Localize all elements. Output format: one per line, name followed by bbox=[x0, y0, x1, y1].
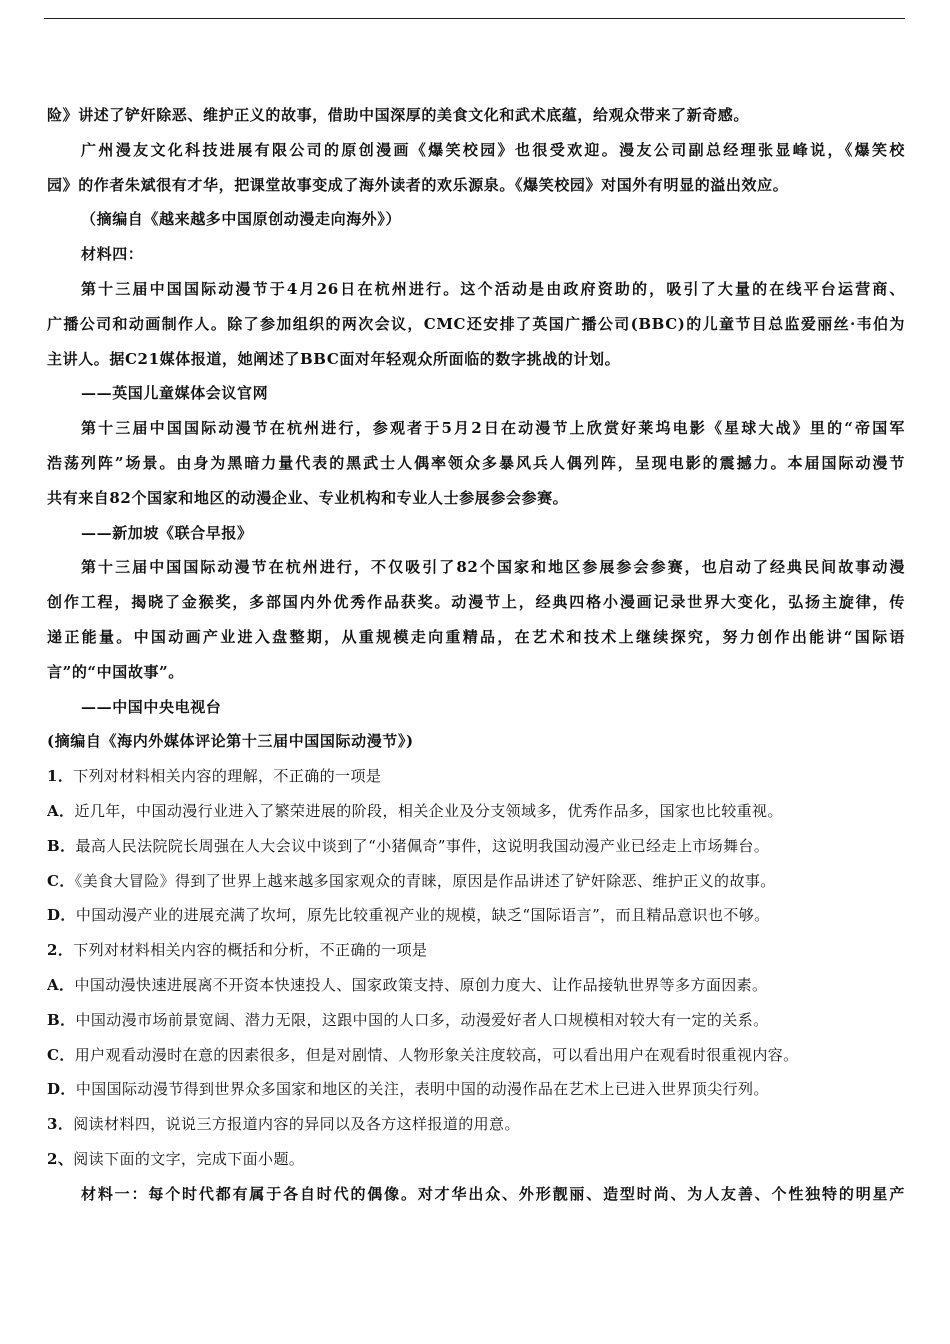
question-text: 下列对材料相关内容的理解，不正确的一项是 bbox=[73, 767, 382, 786]
option-letter: C． bbox=[47, 1045, 75, 1064]
passage-line: 险》讲述了铲奸除恶、维护正义的故事，借助中国深厚的美食文化和武术底蕴，给观众带来了新奇感。 bbox=[47, 106, 750, 124]
question-list bbox=[47, 759, 905, 1177]
question-text: 阅读材料四，说说三方报道内容的异同以及各方这样报道的用意。 bbox=[73, 1115, 520, 1134]
passage-line: 共有来自82个国家和地区的动漫企业、专业机构和专业人士参展参会参赛。 bbox=[47, 488, 569, 507]
option-letter: D． bbox=[47, 1080, 76, 1099]
question-stem bbox=[47, 1107, 905, 1142]
material-heading: 材料四： bbox=[81, 245, 144, 264]
passage-line: 材料一：每个时代都有属于各自时代的偶像。对才华出众、外形靓丽、造型时尚、为人友善、个性独特的明星产 bbox=[81, 1184, 905, 1203]
passage-line: 递正能量。中国动画产业进入盘整期，从重规模走向重精品，在艺术和技术上继续探究，努力创作出能讲“国际语 bbox=[47, 627, 905, 646]
option-text: 中国动漫快速进展离不开资本快速投人、国家政策支持、原创力度大、让作品接轨世界等多方面因素。 bbox=[74, 975, 768, 994]
answer-option bbox=[47, 864, 905, 899]
answer-option bbox=[47, 968, 905, 1003]
question-number: 3． bbox=[47, 1115, 74, 1134]
option-text: 中国国际动漫节得到世界众多国家和地区的关注，表明中国的动漫作品在艺术上已进入世界顶尖行列。 bbox=[75, 1080, 769, 1099]
passage-line: 园》的作者朱斌很有才华，把课堂故事变成了海外读者的欢乐源泉。《爆笑校园》对国外有明显的溢出效应。 bbox=[47, 175, 789, 194]
option-letter: C． bbox=[47, 871, 75, 890]
passage-line: 第十三届中国国际动漫节在杭州进行，不仅吸引了82个国家和地区参展参会参赛，也启动了经典民间故事动漫 bbox=[81, 558, 905, 577]
source-attribution: ——英国儿童媒体会议官网 bbox=[81, 384, 269, 403]
option-letter: A． bbox=[47, 801, 75, 820]
passage-line: 主讲人。据C21媒体报道，她阐述了BBC面对年轻观众所面临的数字挑战的计划。 bbox=[47, 349, 621, 368]
option-letter: A． bbox=[47, 975, 75, 994]
passage-line: 浩荡列阵”场景。由身为黑暗力量代表的黑武士人偶率领众多暴风兵人偶列阵，呈现电影的震撼力。本届国际动漫节 bbox=[47, 453, 905, 472]
passage-line: 第十三届中国国际动漫节在杭州进行，参观者于5月2日在动漫节上欣赏好莱坞电影《星球大战》里的“帝国军 bbox=[81, 419, 905, 438]
answer-option bbox=[47, 1038, 905, 1073]
passage-line: 创作工程，揭晓了金猴奖，多部国内外优秀作品获奖。动漫节上，经典四格小漫画记录世界大变化，弘扬主旋律，传 bbox=[47, 593, 905, 612]
option-text: 中国动漫产业的进展充满了坎坷，原先比较重视产业的规模，缺乏“国际语言”，而且精品意识也不够。 bbox=[75, 906, 770, 925]
answer-option bbox=[47, 898, 905, 933]
question-stem bbox=[47, 759, 905, 794]
question-text: 下列对材料相关内容的概括和分析，不正确的一项是 bbox=[73, 941, 428, 960]
question-number: 2． bbox=[47, 941, 74, 960]
answer-option bbox=[47, 1072, 905, 1107]
answer-option bbox=[47, 1003, 905, 1038]
option-letter: B． bbox=[47, 1010, 76, 1029]
option-letter: B． bbox=[47, 836, 76, 855]
section-number: 2、 bbox=[47, 1149, 74, 1168]
document-body bbox=[47, 98, 905, 1212]
answer-option bbox=[47, 794, 905, 829]
passage-line: 言”的“中国故事”。 bbox=[47, 662, 184, 681]
section-text: 阅读下面的文字，完成下面小题。 bbox=[73, 1149, 305, 1168]
option-text: 近几年，中国动漫行业进入了繁荣进展的阶段，相关企业及分支领域多，优秀作品多，国家也比较重视。 bbox=[74, 801, 783, 820]
option-text: 《美食大冒险》得到了世界上越来越多国家观众的青睐，原因是作品讲述了铲奸除恶、维护正义的故事。 bbox=[74, 871, 776, 890]
header-rule bbox=[44, 18, 905, 19]
source-attribution: ——新加坡《联合早报》 bbox=[81, 523, 253, 542]
source-attribution: ——中国中央电视台 bbox=[81, 697, 222, 716]
passage-line: 广播公司和动画制作人。除了参加组织的两次会议，CMC还安排了英国广播公司(BBC)的儿童节目总监爱丽丝·韦伯为 bbox=[47, 314, 905, 333]
question-stem bbox=[47, 933, 905, 968]
passage bbox=[47, 98, 905, 759]
option-text: 用户观看动漫时在意的因素很多，但是对剧情、人物形象关注度较高，可以看出用户在观看时很重视内容。 bbox=[74, 1045, 799, 1064]
source-citation: (摘编自《海内外媒体评论第十三届中国国际动漫节》) bbox=[47, 732, 414, 751]
passage-line: 第十三届中国国际动漫节于4月26日在杭州进行。这个活动是由政府资助的，吸引了大量的在线平台运营商、 bbox=[81, 279, 905, 298]
option-letter: D． bbox=[47, 906, 76, 925]
question-number: 1． bbox=[47, 767, 74, 786]
section-heading bbox=[47, 1142, 905, 1177]
option-text: 最高人民法院院长周强在人大会议中谈到了“小猪佩奇”事件，这说明我国动漫产业已经走上市场舞台。 bbox=[75, 836, 770, 855]
source-citation: （摘编自《越来越多中国原创动漫走向海外》） bbox=[81, 210, 402, 229]
option-text: 中国动漫市场前景宽阔、潜力无限，这跟中国的人口多，动漫爱好者人口规模相对较大有一定的关系。 bbox=[75, 1010, 769, 1029]
answer-option bbox=[47, 829, 905, 864]
passage-line: 广州漫友文化科技进展有限公司的原创漫画《爆笑校园》也很受欢迎。漫友公司副总经理张显峰说，《爆笑校 bbox=[81, 140, 905, 159]
